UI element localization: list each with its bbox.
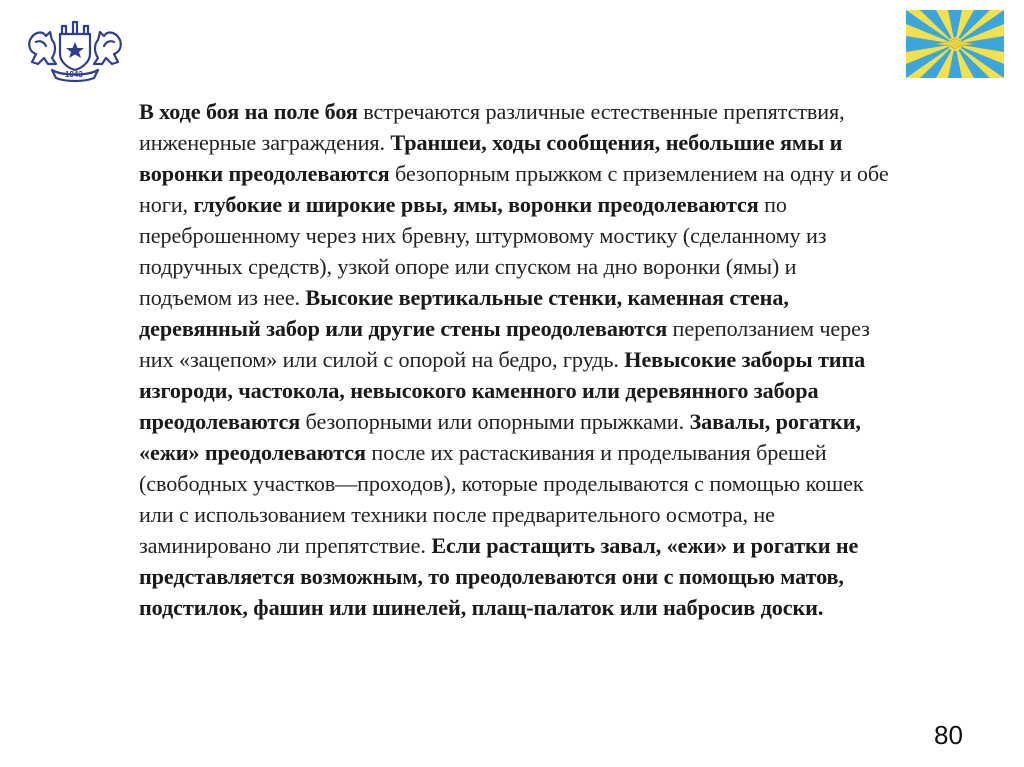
text-segment: безопорными или опорными прыжками. (300, 409, 690, 434)
bold-text-segment: В ходе боя на поле боя (139, 99, 358, 124)
text-segment: встречаются различные естественные препятствия, инженерные заграждения. (139, 99, 845, 155)
bold-text-segment: Завалы, рогатки, «ежи» преодолеваются (139, 409, 861, 465)
text-segment: переползанием через них «зацепом» или силой с опорой на бедро, грудь. (139, 316, 870, 372)
text-segment: по переброшенному через них бревну, штурмовому мостику (сделанному из подручных средств), узкой опоре или спуском на дно воронки (ямы) и подъемом из нее. (139, 192, 827, 310)
body-paragraph (139, 96, 889, 623)
text-segment: безопорным прыжком с приземлением на одну и обе ноги, (139, 161, 889, 217)
bold-text-segment: глубокие и широкие рвы, ямы, воронки преодолеваются (193, 192, 759, 217)
air-force-flag (906, 10, 1004, 78)
bold-text-segment: Высокие вертикальные стенки, каменная стена, деревянный забор или другие стены преодолеваются (139, 285, 789, 341)
bold-text-segment: Если растащить завал, «ежи» и рогатки не представляется возможным, то преодолеваются они с помощью матов, подстилок, фашин или шинелей, плащ-палаток или набросив доски. (139, 533, 859, 620)
bold-text-segment: Траншеи, ходы сообщения, небольшие ямы и воронки преодолеваются (139, 130, 843, 186)
logo-year: 1943 (65, 70, 83, 79)
page-number: 80 (934, 720, 963, 750)
text-segment: после их растаскивания и проделывания брешей (свободных участков—проходов), которые проделываются с помощью кошек или с использованием техники после предварительного осмотра, не заминировано ли препятствие. (139, 440, 864, 558)
air-force-flag-icon (906, 10, 1004, 78)
bold-text-segment: Невысокие заборы типа изгороди, частокола, невысокого каменного или деревянного забора преодолеваются (139, 347, 866, 434)
university-logo (22, 14, 128, 90)
